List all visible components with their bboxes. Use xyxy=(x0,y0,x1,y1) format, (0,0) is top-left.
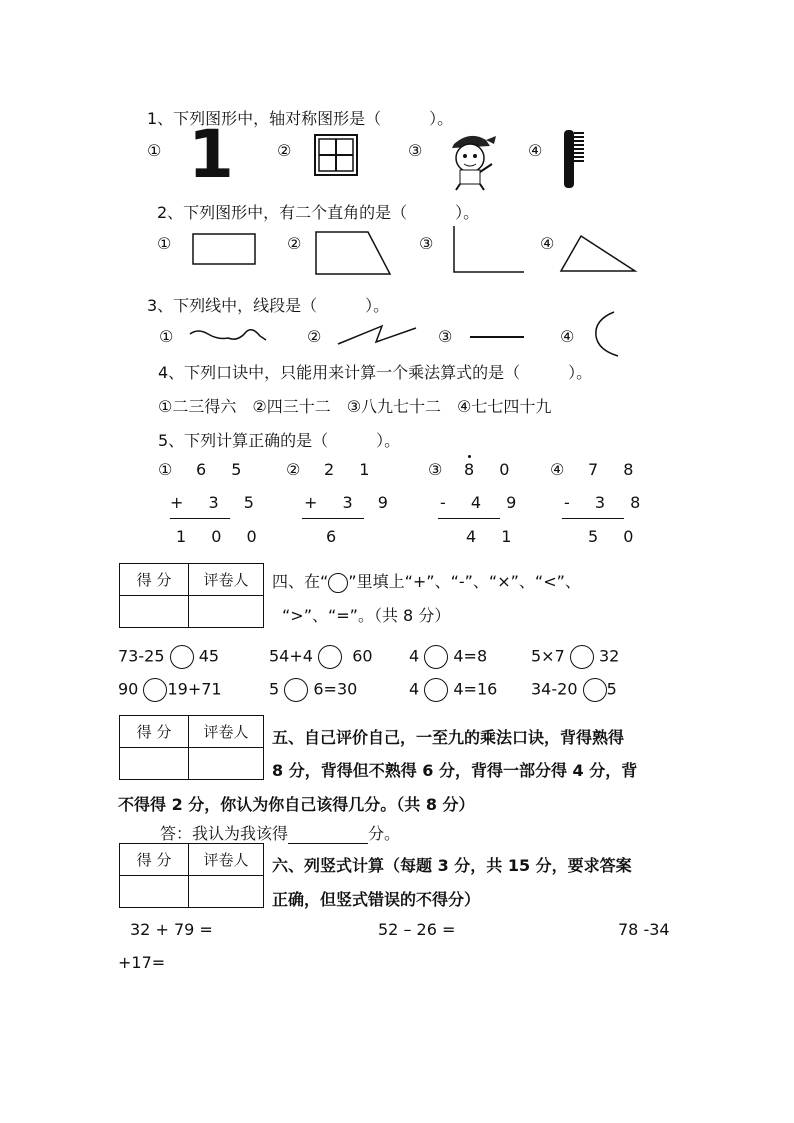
q5-mark-4: ④ xyxy=(550,460,565,479)
grader-cell[interactable] xyxy=(189,596,264,628)
q5-stem: 5、下列计算正确的是（ ）。 xyxy=(158,431,401,450)
sec4-line1 xyxy=(272,569,581,593)
expr-right: 45 xyxy=(198,646,220,666)
expr-7 xyxy=(409,678,497,702)
expr-right: 60 xyxy=(352,646,373,666)
grader-label: 评卷人 xyxy=(189,716,264,748)
comb-icon xyxy=(562,128,588,190)
cartoon-character-icon xyxy=(440,126,500,192)
expr-left: 73-25 xyxy=(118,646,165,666)
expr-4 xyxy=(531,645,619,669)
q5-2-top: 2 1 xyxy=(324,460,380,479)
answer-circle[interactable] xyxy=(170,645,194,669)
right-trapezoid-shape xyxy=(314,230,394,276)
q5-1-res: 1 0 0 xyxy=(176,527,267,546)
score-cell[interactable] xyxy=(120,876,189,908)
q5-1-top: 6 5 xyxy=(196,460,252,479)
right-angle-shape xyxy=(452,224,526,276)
q5-mark-2: ② xyxy=(286,460,301,479)
calc-1: 32 + 79 = xyxy=(130,920,213,939)
expr-8 xyxy=(531,678,617,702)
calc-3: 78 -34 xyxy=(618,920,670,939)
expr-left: 5 xyxy=(269,679,280,699)
q3-stem: 3、下列线中，线段是（ ）。 xyxy=(147,296,390,315)
score-label: 得 分 xyxy=(120,716,189,748)
answer-suffix: 分。 xyxy=(368,824,401,843)
expr-right: 4=16 xyxy=(453,679,498,699)
answer-prefix: 答：我认为我该得 xyxy=(160,824,289,843)
rectangle-shape xyxy=(192,232,258,266)
calc-2: 52 – 26 = xyxy=(378,920,456,939)
q5-1-rule xyxy=(170,518,230,519)
expr-left: 34-20 xyxy=(531,679,578,699)
q5-2-res: 6 xyxy=(326,527,347,546)
answer-circle[interactable] xyxy=(570,645,594,669)
q3-mark-3: ③ xyxy=(438,327,453,346)
sec6-line1: 六、列竖式计算（每题 3 分，共 15 分，要求答案 xyxy=(272,856,632,875)
score-cell[interactable] xyxy=(120,748,189,780)
q5-3-rule xyxy=(438,518,500,519)
score-box-5 xyxy=(119,715,264,780)
expr-left: 4 xyxy=(409,679,420,699)
q2-mark-2: ② xyxy=(287,234,302,253)
q5-2-rule xyxy=(302,518,364,519)
expr-1 xyxy=(118,645,219,669)
score-label: 得 分 xyxy=(120,844,189,876)
answer-circle[interactable] xyxy=(284,678,308,702)
answer-circle[interactable] xyxy=(583,678,607,702)
score-label: 得 分 xyxy=(120,564,189,596)
expr-right: 5 xyxy=(606,679,617,699)
q1-mark-4: ④ xyxy=(528,141,543,160)
sec4-line2: “>”、“=”。（共 8 分） xyxy=(282,606,451,625)
q2-mark-1: ① xyxy=(157,234,172,253)
expr-right: 6=30 xyxy=(313,679,358,699)
q5-mark-1: ① xyxy=(158,460,173,479)
q5-4-mid: - 3 8 xyxy=(564,493,651,512)
expr-right: 4=8 xyxy=(453,646,488,666)
q5-4-rule xyxy=(562,518,624,519)
sec6-line2: 正确，但竖式错误的不得分） xyxy=(272,890,481,909)
q1-mark-2: ② xyxy=(277,141,292,160)
window-grid-icon xyxy=(314,134,358,176)
q5-1-mid: + 3 5 xyxy=(170,493,264,512)
q5-2-mid: + 3 9 xyxy=(304,493,398,512)
sec5-line1: 五、自己评价自己，一至九的乘法口诀，背得熟得 xyxy=(272,728,625,747)
q1-stem: 1、下列图形中，轴对称图形是（ ）。 xyxy=(147,109,454,128)
q4-stem: 4、下列口诀中，只能用来计算一个乘法算式的是（ ）。 xyxy=(158,363,593,382)
q1-mark-3: ③ xyxy=(408,141,423,160)
score-box-4 xyxy=(119,563,264,628)
expr-left: 54+4 xyxy=(269,646,313,666)
q3-mark-1: ① xyxy=(159,327,174,346)
q5-4-top: 7 8 xyxy=(588,460,644,479)
expr-right: 32 xyxy=(598,646,620,666)
sec5-answer xyxy=(160,821,400,844)
grader-cell[interactable] xyxy=(189,748,264,780)
q3-mark-4: ④ xyxy=(560,327,575,346)
expr-3 xyxy=(409,645,487,669)
expr-6 xyxy=(269,678,357,702)
q5-mark-3: ③ xyxy=(428,460,443,479)
q1-mark-1: ① xyxy=(147,141,162,160)
answer-circle[interactable] xyxy=(318,645,342,669)
grader-cell[interactable] xyxy=(189,876,264,908)
q2-mark-3: ③ xyxy=(419,234,434,253)
sec5-line3: 不得得 2 分，你认为你自己该得几分。（共 8 分） xyxy=(118,795,475,814)
circle-blank-icon xyxy=(328,573,348,593)
q5-3-top: 8 0 xyxy=(464,460,520,479)
sec5-line2: 8 分，背得但不熟得 6 分，背得一部分得 4 分，背 xyxy=(272,761,638,780)
q1-digit-one: 1 xyxy=(188,116,234,193)
score-cell[interactable] xyxy=(120,596,189,628)
line-segment xyxy=(470,336,524,338)
carry-dot xyxy=(468,455,471,458)
q4-options: ①二三得六 ②四三十二 ③八九七十二 ④七七四十九 xyxy=(158,397,552,416)
answer-circle[interactable] xyxy=(424,678,448,702)
arc-line xyxy=(592,310,622,358)
triangle-shape xyxy=(559,234,639,274)
expr-right: 19+71 xyxy=(167,679,222,699)
zigzag-line xyxy=(336,322,418,348)
q3-mark-2: ② xyxy=(307,327,322,346)
answer-blank[interactable] xyxy=(288,829,368,844)
q2-mark-4: ④ xyxy=(540,234,555,253)
q5-3-mid: - 4 9 xyxy=(440,493,527,512)
expr-left: 5×7 xyxy=(531,646,565,666)
q5-4-res: 5 0 xyxy=(588,527,644,546)
score-box-6 xyxy=(119,843,264,908)
answer-circle[interactable] xyxy=(143,678,167,702)
curve-line xyxy=(188,324,268,346)
expr-5 xyxy=(118,678,222,702)
expr-left: 90 xyxy=(118,679,139,699)
sec4-line1a: 四、在“ xyxy=(272,572,329,591)
sec4-line1b: ”里填上“+”、“-”、“×”、“<”、 xyxy=(348,572,581,591)
expr-left: 4 xyxy=(409,646,420,666)
expr-2 xyxy=(269,645,373,669)
grader-label: 评卷人 xyxy=(189,564,264,596)
answer-circle[interactable] xyxy=(424,645,448,669)
q5-3-res: 4 1 xyxy=(466,527,522,546)
grader-label: 评卷人 xyxy=(189,844,264,876)
q2-stem: 2、下列图形中，有二个直角的是（ ）。 xyxy=(157,203,480,222)
calc-3-cont: +17= xyxy=(118,953,166,972)
